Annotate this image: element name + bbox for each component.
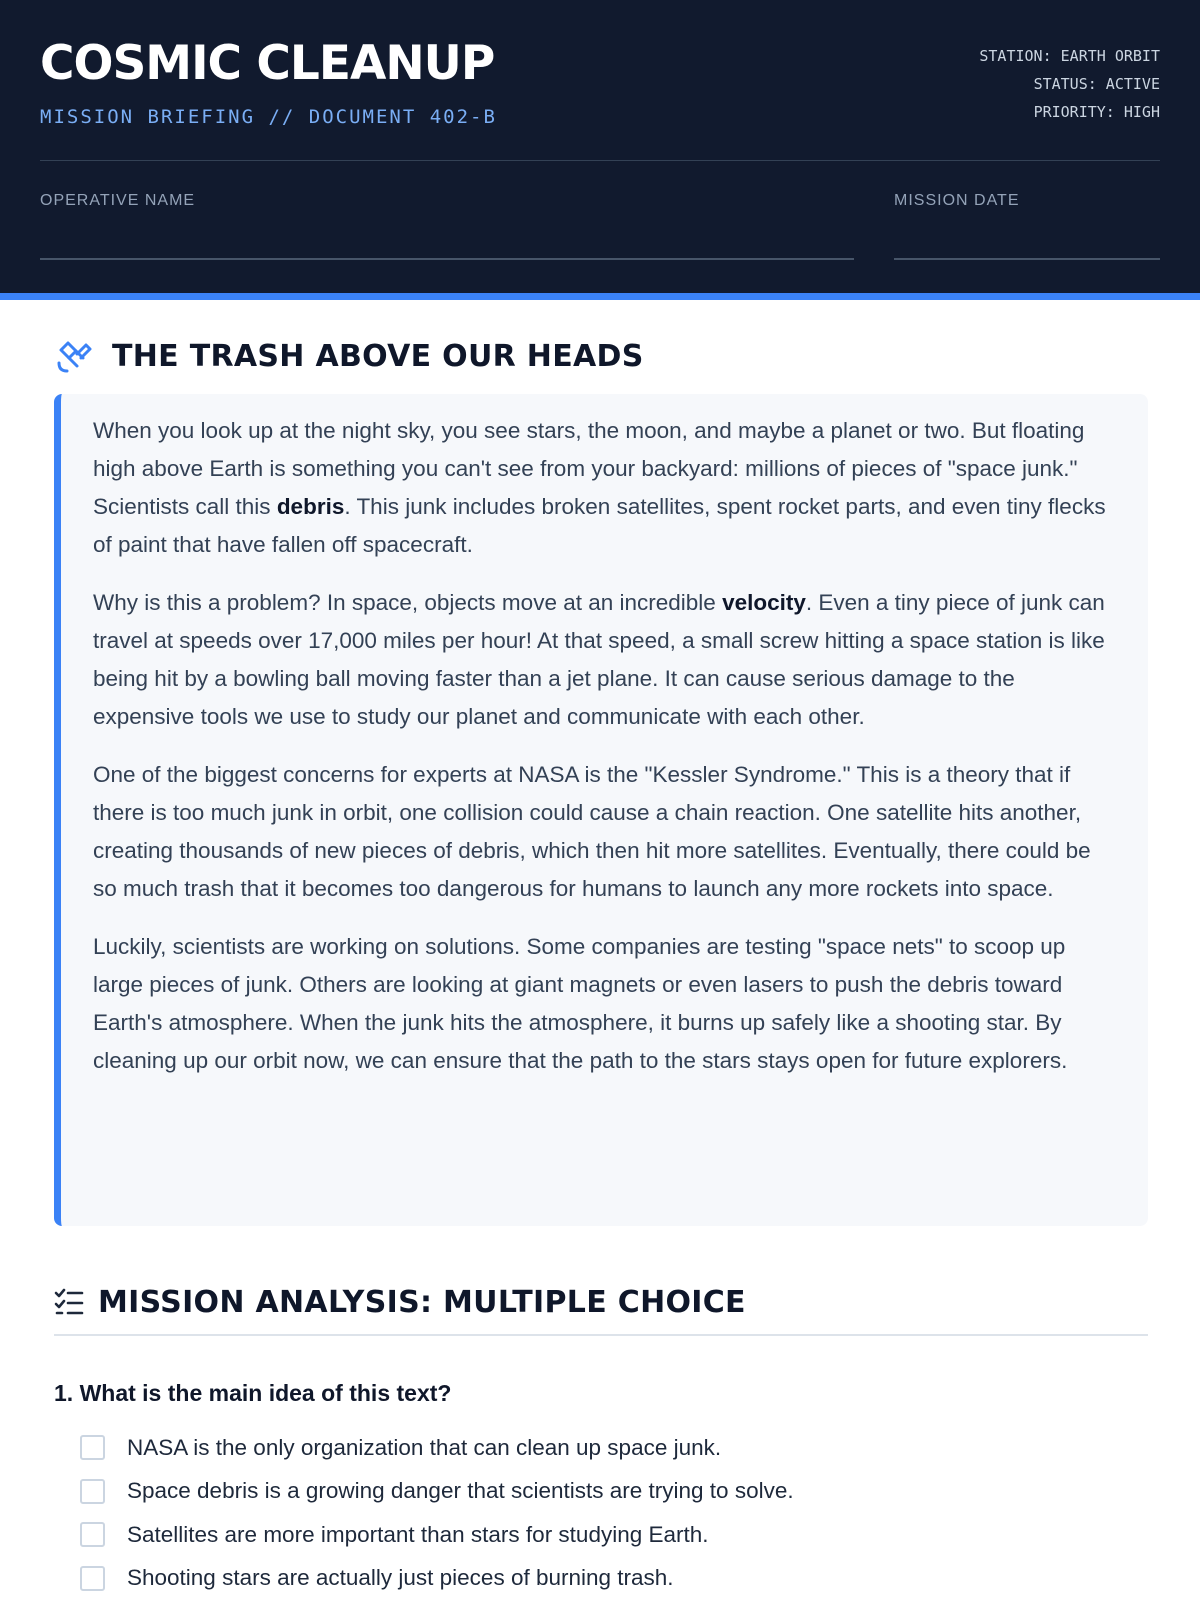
answer-option[interactable] (80, 1426, 794, 1470)
meta-station: STATION: EARTH ORBIT (979, 47, 1160, 65)
meta-priority: PRIORITY: HIGH (1033, 103, 1160, 121)
option-checkbox[interactable] (80, 1479, 105, 1504)
checklist-icon (54, 1282, 84, 1322)
passage-paragraph: Why is this a problem? In space, objects move at an incredible velocity. Even a tiny piece of junk can travel at speeds over 17,000 miles per hour! At that speed, a small screw hitting a space station is like being hit by a bowling ball moving faster than a jet plane. It can cause serious damage to the expensive tools we use to study our planet and communicate with each other. (93, 590, 1105, 729)
mission-date-label: MISSION DATE (894, 192, 1020, 209)
option-label: Space debris is a growing danger that scientists are trying to solve. (127, 1478, 794, 1504)
document-subtitle: MISSION BRIEFING // DOCUMENT 402-B (40, 106, 497, 128)
option-label: Shooting stars are actually just pieces of burning trash. (127, 1565, 674, 1591)
passage-section-title: THE TRASH ABOVE OUR HEADS (112, 338, 644, 374)
mission-meta (979, 42, 1160, 126)
meta-status: STATUS: ACTIVE (1033, 75, 1160, 93)
answer-options (80, 1426, 794, 1600)
satellite-icon (54, 336, 94, 376)
question-prompt: 1. What is the main idea of this text? (54, 1380, 452, 1406)
passage-section-heading (54, 336, 644, 376)
passage-paragraph: One of the biggest concerns for experts at NASA is the "Kessler Syndrome." This is a theory that if there is too much junk in orbit, one collision could cause a chain reaction. One satellite hits another, creating thousands of new pieces of debris, which then hit more satellites. Eventually, there could be so much trash that it becomes too dangerous for humans to launch any more rockets into space. (93, 762, 1091, 901)
answer-option[interactable] (80, 1513, 794, 1557)
answer-option[interactable] (80, 1470, 794, 1514)
mission-date-field[interactable] (894, 258, 1160, 260)
section-divider (54, 1334, 1148, 1336)
header-divider (40, 160, 1160, 161)
reading-passage (54, 394, 1148, 1226)
passage-paragraph: When you look up at the night sky, you see stars, the moon, and maybe a planet or two. But floating high above Earth is something you can't see from your backyard: millions of pieces of "space junk." Scientists call this debris. This junk includes broken satellites, spent rocket parts, and even tiny flecks of paint that have fallen off spacecraft. (93, 418, 1106, 557)
mc-section-heading (54, 1282, 746, 1322)
option-label: NASA is the only organization that can clean up space junk. (127, 1434, 722, 1460)
document-title: COSMIC CLEANUP (40, 36, 495, 91)
mission-header (0, 0, 1200, 300)
operative-name-label: OPERATIVE NAME (40, 192, 196, 209)
option-label: Satellites are more important than stars for studying Earth. (127, 1521, 709, 1547)
passage-paragraph: Luckily, scientists are working on solutions. Some companies are testing "space nets" to scoop up large pieces of junk. Others are looking at giant magnets or even lasers to push the debris toward Earth's atmosphere. When the junk hits the atmosphere, it burns up safely like a shooting star. By cleaning up our orbit now, we can ensure that the path to the stars stays open for future explorers. (93, 934, 1068, 1073)
answer-option[interactable] (80, 1557, 794, 1600)
option-checkbox[interactable] (80, 1566, 105, 1591)
operative-name-field[interactable] (40, 258, 854, 260)
option-checkbox[interactable] (80, 1435, 105, 1460)
option-checkbox[interactable] (80, 1522, 105, 1547)
mc-section-title: MISSION ANALYSIS: MULTIPLE CHOICE (98, 1284, 746, 1320)
